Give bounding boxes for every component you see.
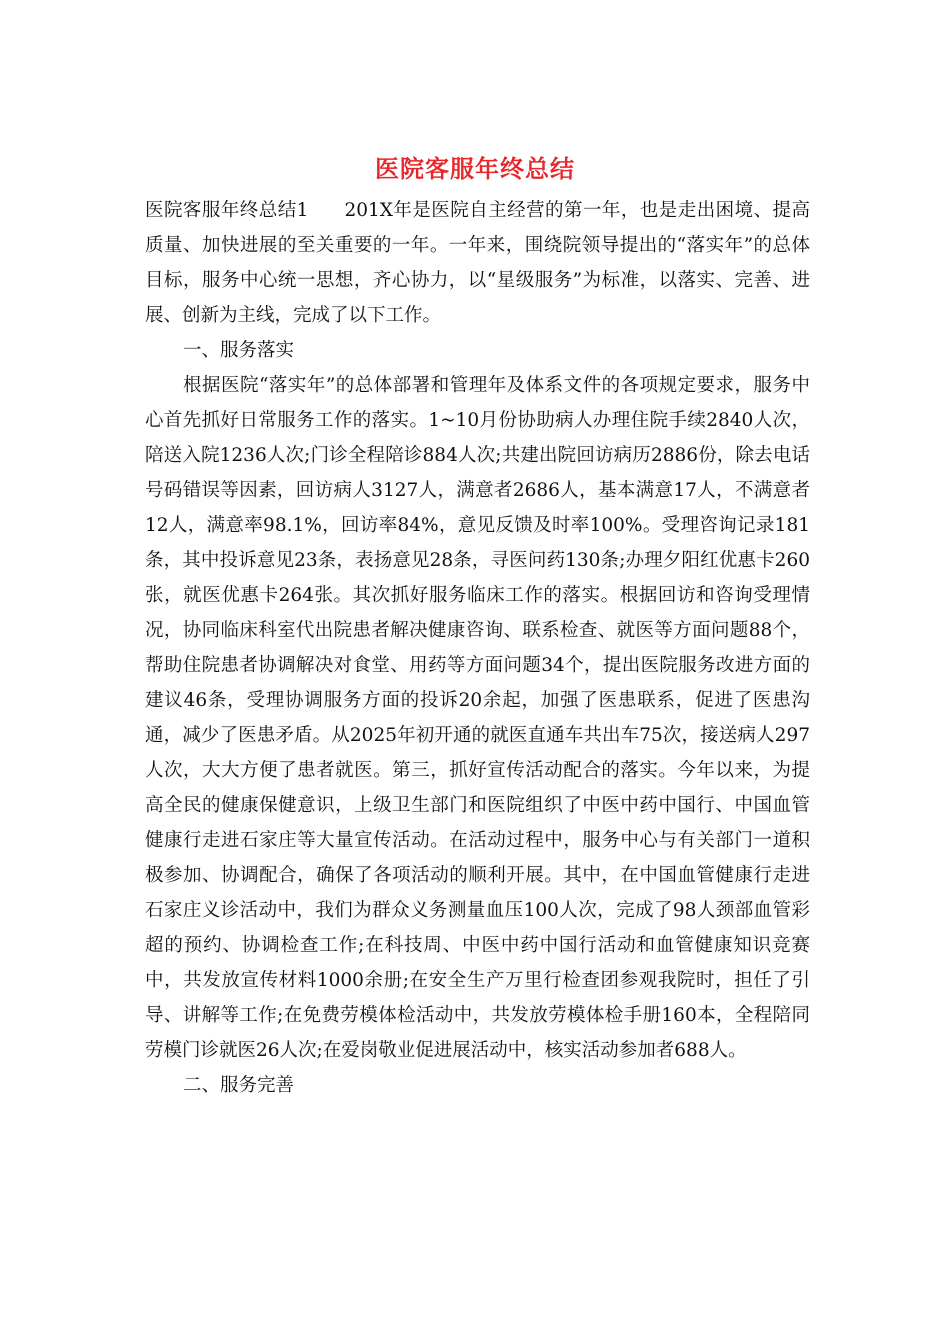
section1-heading: 一、服务落实 — [183, 340, 295, 361]
section2-heading: 二、服务完善 — [183, 1075, 295, 1096]
intro-paragraph — [145, 193, 810, 333]
section1-paragraph: 根据医院“落实年”的总体部署和管理年及体系文件的各项规定要求，服务中心首先抓好日常服务工作的落实。1~10月份协助病人办理住院手续2840人次，陪送入院1236人次;门诊全程陪诊884人次;共建出院回访病历2886份，除去电话号码错误等因素，回访病人3127人，满意者2686人，基本满意17人，不满意者12人，满意率98.1%，回访率84%，意见反馈及时率100%。受理咨询记录181条，其中投诉意见23条，表扬意见28条，寻医问药130条;办理夕阳红优惠卡260张，就医优惠卡264张。其次抓好服务临床工作的落实。根据回访和咨询受理情况，协同临床科室代出院患者解决健康咨询、联系检查、就医等方面问题88个，帮助住院患者协调解决对食堂、用药等方面问题34个，提出医院服务改进方面的建议46条，受理协调服务方面的投诉20余起，加强了医患联系，促进了医患沟通，减少了医患矛盾。从2025年初开通的就医直通车共出车75次，接送病人297人次，大大方便了患者就医。第三，抓好宣传活动配合的落实。今年以来，为提高全民的健康保健意识，上级卫生部门和医院组织了中医中药中国行、中国血管健康行走进石家庄等大量宣传活动。在活动过程中，服务中心与有关部门一道积极参加、协调配合，确保了各项活动的顺利开展。其中，在中国血管健康行走进石家庄义诊活动中，我们为群众义务测量血压100人次，完成了98人颈部血管彩超的预约、协调检查工作;在科技周、中医中药中国行活动和血管健康知识竞赛中，共发放宣传材料1000余册;在安全生产万里行检查团参观我院时，担任了引导、讲解等工作;在免费劳模体检活动中，共发放劳模体检手册160本，全程陪同劳模门诊就医26人次;在爱岗敬业促进展活动中，核实活动参加者688人。 — [145, 375, 810, 1061]
intro-text: 201X年是医院自主经营的第一年，也是走出困境、提高质量、加快进展的至关重要的一年。一年来，围绕院领导提出的“落实年”的总体目标，服务中心统一思想，齐心协力，以“星级服务”为标准，以落实、完善、进展、创新为主线，完成了以下工作。 — [145, 200, 810, 326]
document-title: 医院客服年终总结 — [375, 154, 575, 183]
intro-label: 医院客服年终总结1 — [145, 200, 309, 221]
document-body — [145, 193, 810, 1103]
